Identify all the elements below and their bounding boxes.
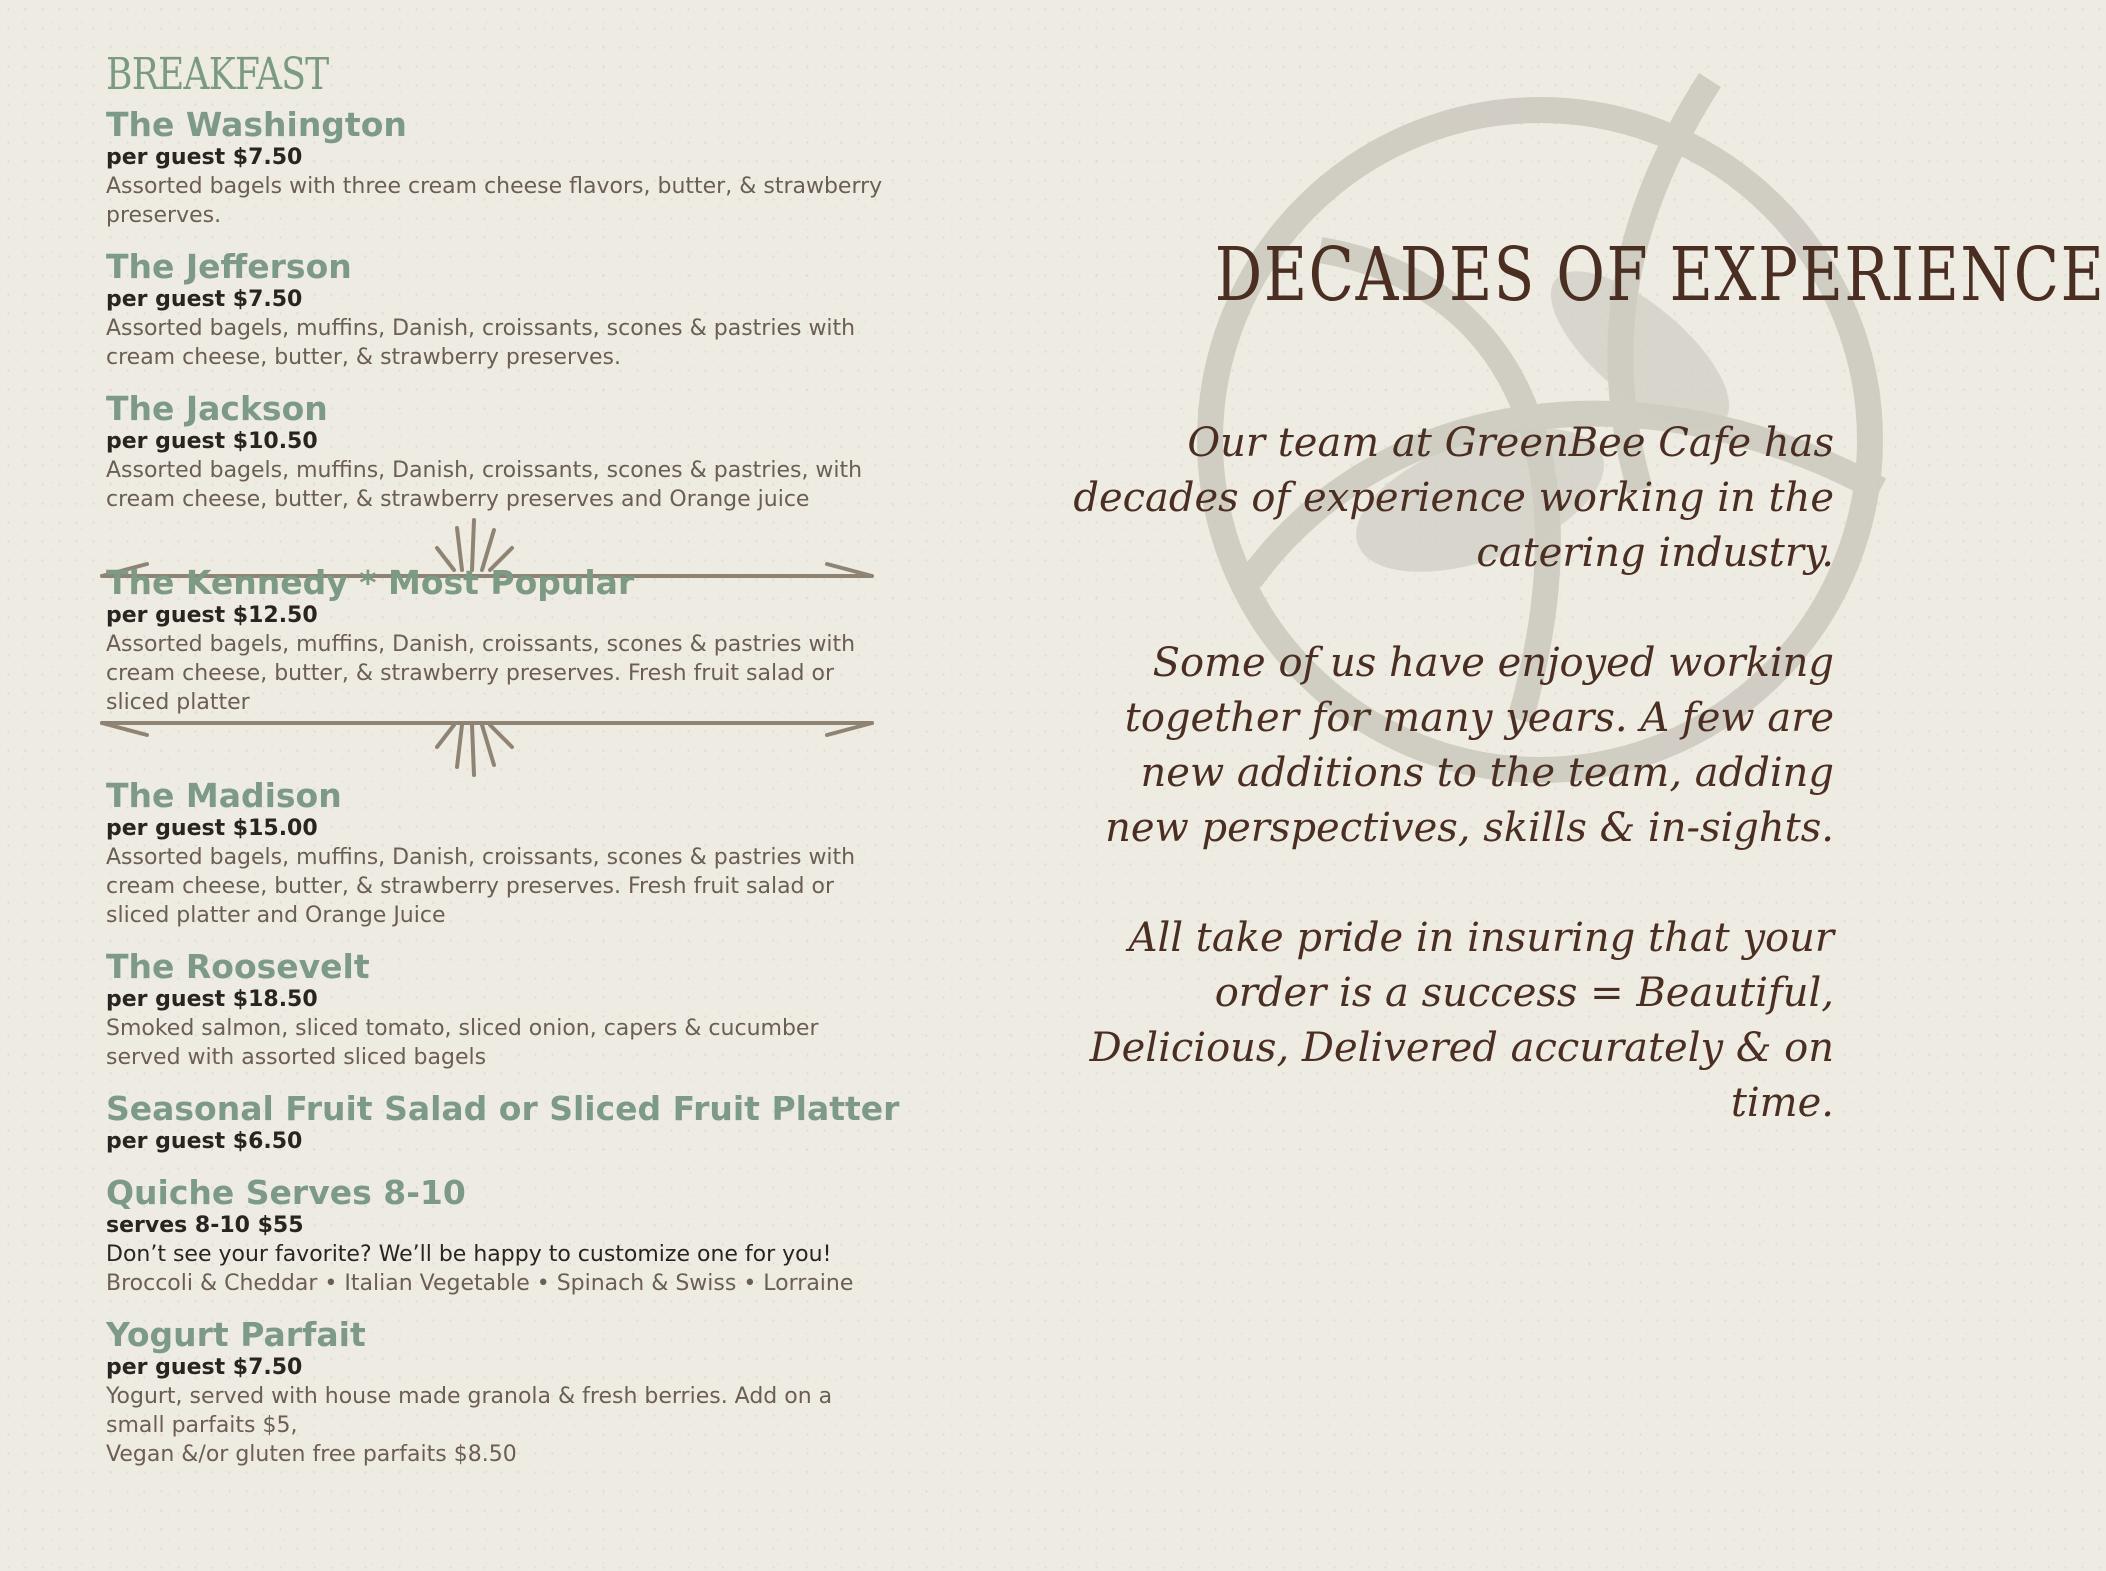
item-description: Assorted bagels, muffins, Danish, croissants, scones & pastries with cream cheese, butter, & strawberry preserves. <box>106 316 856 370</box>
item-price: per guest $6.50 <box>106 1129 303 1154</box>
menu-item-quiche <box>106 1174 886 1298</box>
item-name: Quiche Serves 8-10 <box>106 1173 466 1212</box>
menu-item-washington <box>106 106 886 230</box>
flourish-divider-icon <box>102 717 872 777</box>
item-price: per guest $10.50 <box>106 429 318 454</box>
item-name: The Washington <box>106 105 407 144</box>
breakfast-menu <box>106 48 900 1487</box>
about-paragraph: Our team at GreenBee Cafe has decades of experience working in the catering industry. <box>1073 420 1834 576</box>
item-name: The Roosevelt <box>106 947 370 986</box>
item-price: per guest $7.50 <box>106 1355 303 1380</box>
menu-item-fruit <box>106 1089 900 1156</box>
about-paragraph: All take pride in insuring that your order is a success = Beautiful, Delicious, Delivered accurately & on time. <box>1089 915 1834 1126</box>
item-name: The Kennedy * Most Popular <box>106 563 635 602</box>
item-name: The Jackson <box>106 389 328 428</box>
headline: DECADES OF EXPERIENCE <box>1214 232 2106 318</box>
item-description: Yogurt, served with house made granola & fresh berries. Add on a small parfaits $5, <box>106 1384 833 1438</box>
section-title: BREAKFAST <box>106 49 329 100</box>
item-description: Broccoli & Cheddar • Italian Vegetable • Spinach & Swiss • Lorraine <box>106 1271 854 1296</box>
item-description: Assorted bagels with three cream cheese flavors, butter, & strawberry preserves. <box>106 174 883 228</box>
item-price: per guest $12.50 <box>106 603 318 628</box>
item-name: The Madison <box>106 776 342 815</box>
item-price: per guest $7.50 <box>106 145 303 170</box>
menu-item-parfait <box>106 1316 886 1469</box>
item-price: per guest $18.50 <box>106 987 318 1012</box>
menu-item-kennedy <box>106 564 886 717</box>
item-note: Don’t see your favorite? We’ll be happy to customize one for you! <box>106 1242 832 1267</box>
item-name: Yogurt Parfait <box>106 1315 366 1354</box>
item-name: Seasonal Fruit Salad or Sliced Fruit Platter <box>106 1089 900 1128</box>
about-panel <box>1060 230 2106 1186</box>
item-name: The Jefferson <box>106 247 352 286</box>
item-price: per guest $7.50 <box>106 287 303 312</box>
item-description: Vegan &/or gluten free parfaits $8.50 <box>106 1442 517 1467</box>
menu-item-madison <box>106 777 886 930</box>
menu-item-jefferson <box>106 248 886 372</box>
menu-item-roosevelt <box>106 948 886 1072</box>
item-price: per guest $15.00 <box>106 816 318 841</box>
about-paragraph: Some of us have enjoyed working together for many years. A few are new additions to the team, adding new perspectives, skills & in-sights. <box>1105 640 1834 851</box>
item-description: Smoked salmon, sliced tomato, sliced onion, capers & cucumber served with assorted sliced bagels <box>106 1016 819 1070</box>
item-price: serves 8-10 $55 <box>106 1213 304 1238</box>
item-description: Assorted bagels, muffins, Danish, croissants, scones & pastries with cream cheese, butter, & strawberry preserves. Fresh fruit salad or sliced platter and Orange Juice <box>106 845 856 928</box>
item-description: Assorted bagels, muffins, Danish, croissants, scones & pastries, with cream cheese, butter, & strawberry preserves and Orange juice <box>106 458 863 512</box>
menu-item-jackson <box>106 390 886 514</box>
item-description: Assorted bagels, muffins, Danish, croissants, scones & pastries with cream cheese, butter, & strawberry preserves. Fresh fruit salad or sliced platter <box>106 632 856 715</box>
